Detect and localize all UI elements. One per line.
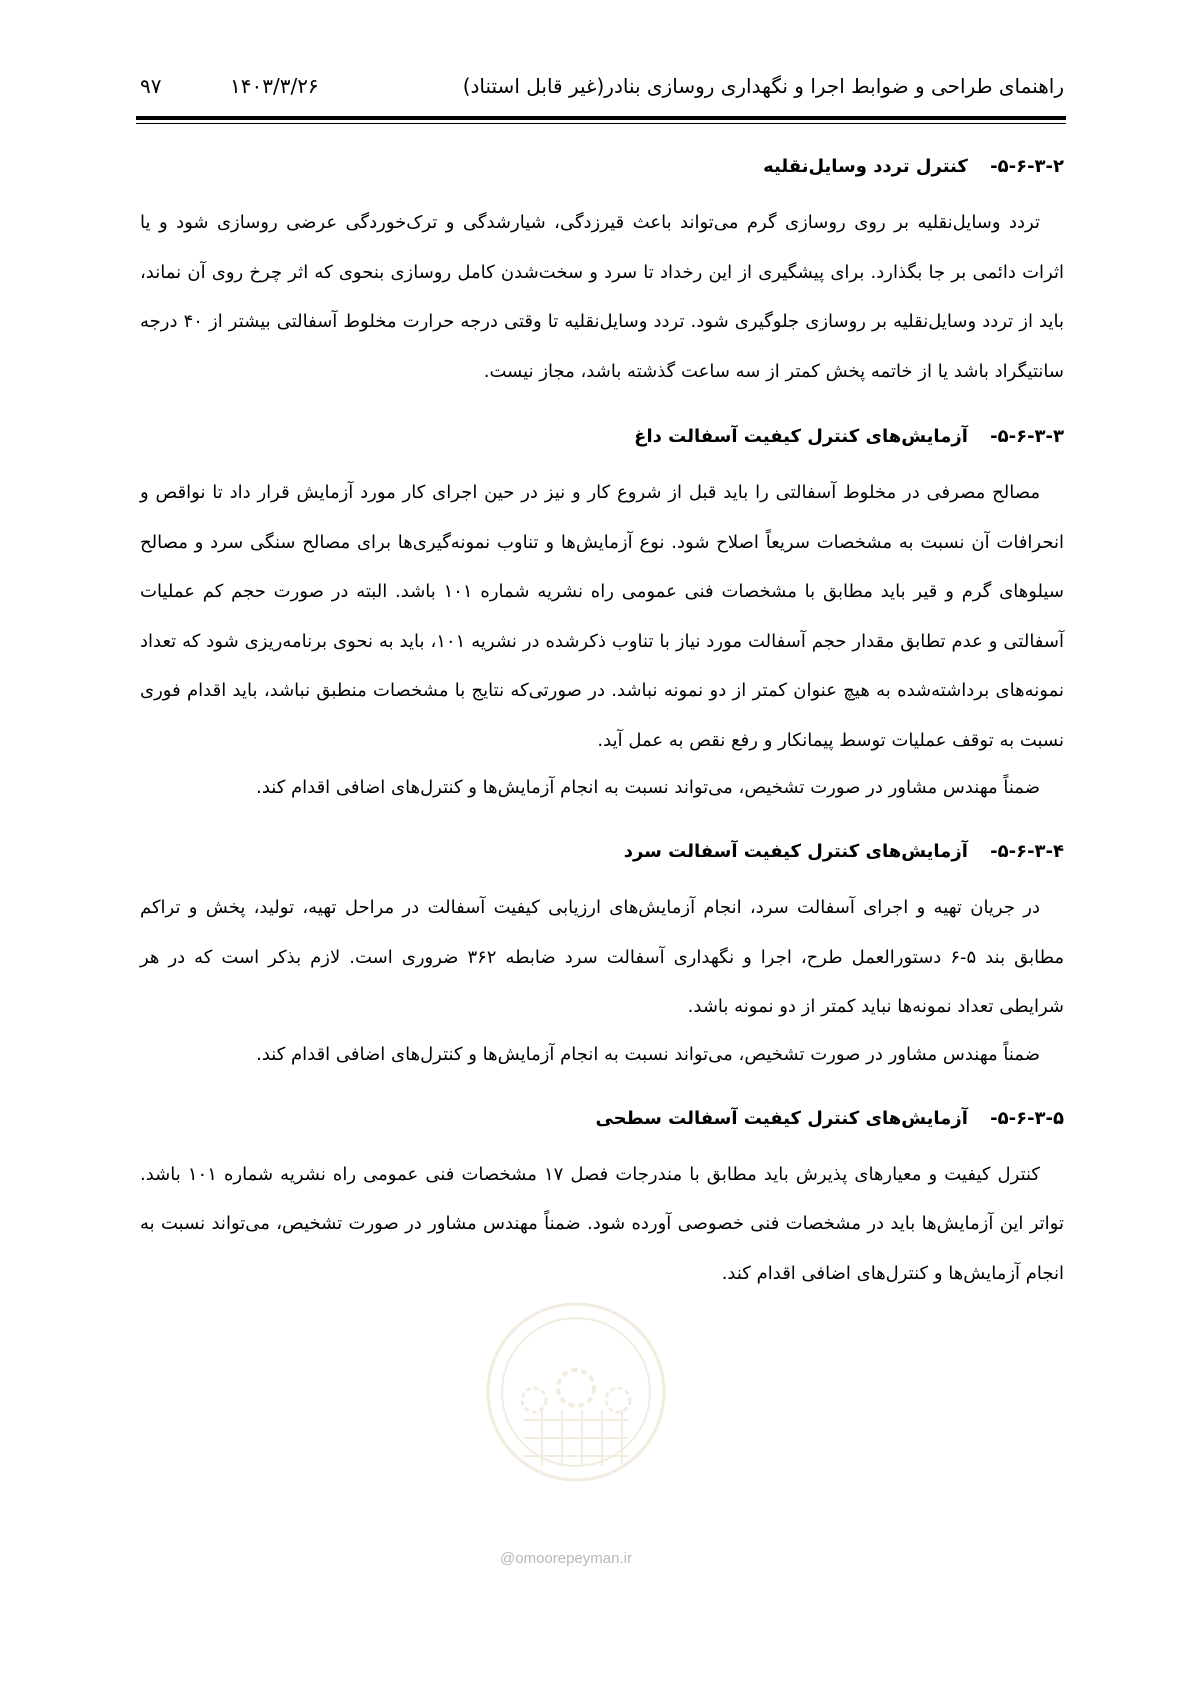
section-title: آزمایش‌های کنترل کیفیت آسفالت سطحی — [595, 1107, 968, 1129]
paragraph: مصالح مصرفی در مخلوط آسفالتی را باید قبل از شروع کار و نیز در حین اجرای کار مورد آزمایش قرار داد تا نواقص و انحرافات آن نسبت به مشخصات سریعاً اصلاح شود. نوع آزمایش‌ها و تناوب نمونه‌گیری‌ها برای مصالح سنگی سرد و مصالح سیلوهای گرم و قیر باید مطابق با مشخصات فنی عمومی راه نشریه شماره ۱۰۱ باشد. البته در صورت حجم کم عملیات آسفالتی و عدم تطابق مقدار حجم آسفالت مورد نیاز با تناوب ذکرشده در نشریه ۱۰۱، باید به نحوی برنامه‌ریزی شود که تعداد نمونه‌های برداشته‌شده به هیچ عنوان کمتر از دو نمونه نباشد. در صورتی‌که نتایج با مشخصات منطبق نباشد، باید اقدام فوری نسبت به توقف عملیات توسط پیمانکار و رفع نقص به عمل آید. — [140, 482, 1065, 751]
header-title: راهنمای طراحی و ضوابط اجرا و نگهداری روسازی بنادر(غیر قابل استناد) — [462, 74, 1064, 98]
section-title: کنترل تردد وسایل‌نقلیه — [763, 156, 968, 177]
header-rule-secondary — [136, 123, 1066, 124]
seal-logo-icon — [484, 1300, 669, 1485]
section-cold-asphalt-qc — [140, 835, 1064, 1078]
section-surface-asphalt-qc — [140, 1102, 1064, 1299]
running-header — [140, 74, 1064, 110]
section-title: آزمایش‌های کنترل کیفیت آسفالت سرد — [623, 841, 968, 862]
section-number: ۵-۶-۳-۳- — [990, 426, 1064, 447]
document-body — [140, 150, 1064, 1298]
section-heading — [140, 1102, 1064, 1136]
section-vehicle-traffic-control — [140, 150, 1064, 396]
section-heading — [140, 150, 1064, 184]
section-number: ۵-۶-۳-۲- — [990, 156, 1064, 177]
section-number: ۵-۶-۳-۴- — [990, 841, 1064, 862]
paragraph: تردد وسایل‌نقلیه بر روی روسازی گرم می‌تواند باعث قیرزدگی، شیارشدگی و ترک‌خوردگی عرضی روسازی شود و یا اثرات دائمی بر جا بگذارد. برای پیشگیری از این رخداد تا سرد و سخت‌شدن کامل روسازی بنحوی که اثر چرخ روی آن نماند، باید از تردد وسایل‌نقلیه بر روسازی جلوگیری شود. تردد وسایل‌نقلیه تا وقتی درجه حرارت مخلوط آسفالتی بیشتر از ۴۰ درجه سانتیگراد باشد یا از خاتمه پخش کمتر از سه ساعت گذشته باشد، مجاز نیست. — [140, 212, 1064, 382]
section-title: آزمایش‌های کنترل کیفیت آسفالت داغ — [634, 426, 968, 447]
paragraph: کنترل کیفیت و معیارهای پذیرش باید مطابق با مندرجات فصل ۱۷ مشخصات فنی عمومی راه نشریه شماره ۱۰۱ باشد. تواتر این آزمایش‌ها باید در مشخصات فنی خصوصی آورده شود. ضمناً مهندس مشاور در صورت تشخیص، می‌تواند نسبت به انجام آزمایش‌ها و کنترل‌های اضافی اقدام کند. — [140, 1163, 1064, 1284]
section-hot-asphalt-qc — [140, 420, 1064, 811]
paragraph: در جریان تهیه و اجرای آسفالت سرد، انجام آزمایش‌های ارزیابی کیفیت آسفالت در مراحل تهیه، تولید، پخش و تراکم مطابق بند ۵-۶ دستورالعمل طرح، اجرا و نگهداری آسفالت سرد ضابطه ۳۶۲ ضروری است. لازم بذکر است که در هر شرایطی تعداد نمونه‌ها نباید کمتر از دو نمونه باشد. — [140, 897, 1065, 1017]
consultant-note: ضمناً مهندس مشاور در صورت تشخیص، می‌تواند نسبت به انجام آزمایش‌ها و کنترل‌های اضافی اقدام کند. — [256, 777, 1040, 798]
section-heading — [140, 835, 1064, 869]
header-rule — [136, 116, 1066, 120]
page-number: ۹۷ — [140, 74, 162, 98]
watermark-url: @omoorepeyman.ir — [500, 1550, 632, 1567]
section-heading — [140, 420, 1064, 454]
consultant-note: ضمناً مهندس مشاور در صورت تشخیص، می‌تواند نسبت به انجام آزمایش‌ها و کنترل‌های اضافی اقدام کند. — [256, 1043, 1040, 1065]
header-date: ۱۴۰۳/۳/۲۶ — [230, 74, 319, 98]
section-number: ۵-۶-۳-۵- — [990, 1107, 1064, 1129]
